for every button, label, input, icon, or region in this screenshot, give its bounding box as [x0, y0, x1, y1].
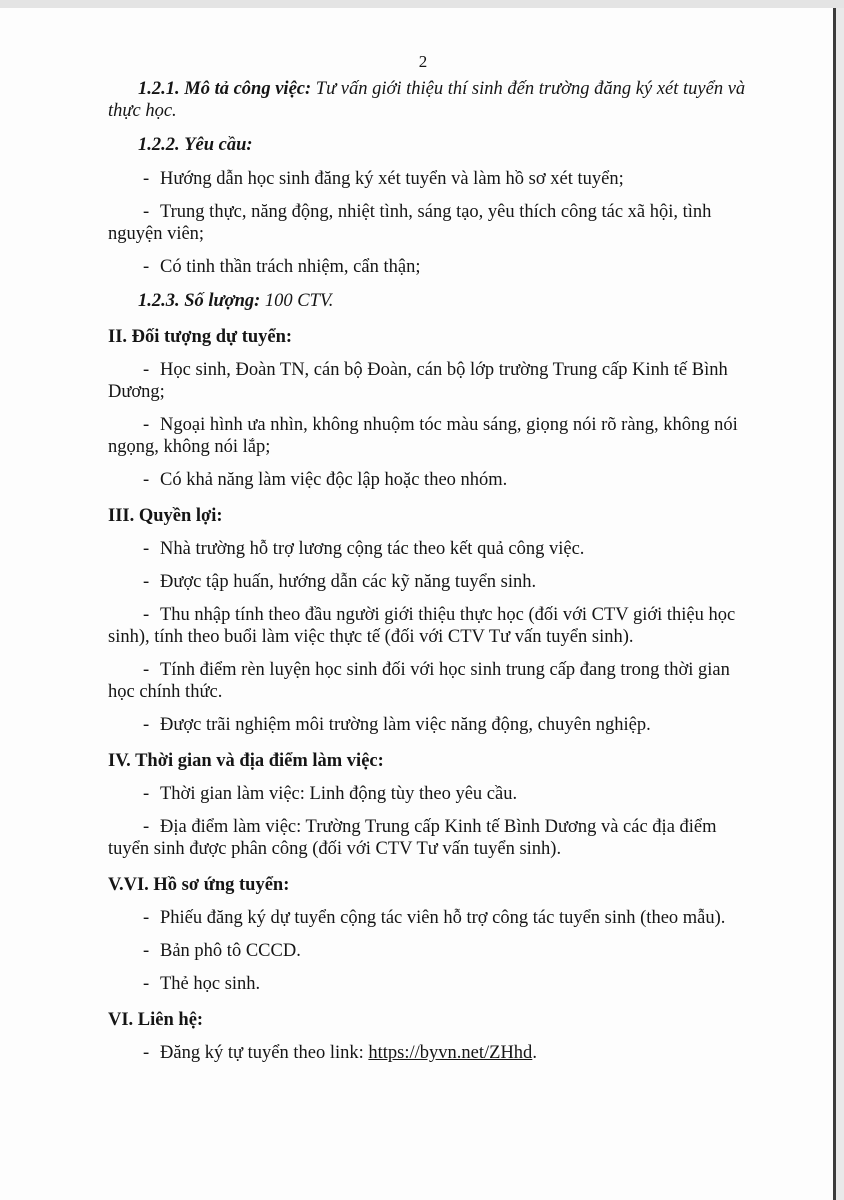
subsection-job-description — [108, 78, 748, 122]
section-heading-candidates: II. Đối tượng dự tuyển: — [108, 327, 293, 347]
subsection-quantity — [108, 290, 748, 312]
page-number: 2 — [418, 52, 428, 71]
list-item: - Được trãi nghiệm môi trường làm việc năng động, chuyên nghiệp. — [143, 715, 651, 735]
subsection-label: Mô tả công việc: — [184, 79, 312, 99]
document-body — [108, 52, 748, 1064]
list-item: - Đăng ký tự tuyển theo link: https://byvn.net/ZHhd. — [143, 1043, 537, 1063]
list-item: - Thời gian làm việc: Linh động tùy theo yêu cầu. — [143, 784, 518, 804]
list-item: - Phiếu đăng ký dự tuyển cộng tác viên hỗ trợ công tác tuyển sinh (theo mẫu). — [143, 908, 726, 928]
list-item: - Ngoại hình ưa nhìn, không nhuộm tóc màu sáng, giọng nói rõ ràng, không nói ngọng, không nói lắp; — [108, 415, 738, 457]
list-item: - Thẻ học sinh. — [143, 974, 261, 994]
list-item: - Hướng dẫn học sinh đăng ký xét tuyển và làm hồ sơ xét tuyển; — [143, 169, 624, 189]
subsection-number: 1.2.3. — [138, 291, 180, 311]
subsection-number: 1.2.1. — [138, 79, 180, 99]
scan-top-margin — [0, 0, 844, 8]
subsection-label: Yêu cầu: — [184, 135, 253, 155]
subsection-text: 100 CTV. — [264, 291, 334, 311]
scan-edge-line — [833, 8, 836, 1200]
registration-link[interactable]: https://byvn.net/ZHhd — [368, 1043, 533, 1063]
section-heading-application: V.VI. Hồ sơ ứng tuyển: — [108, 875, 290, 895]
section-heading-benefits: III. Quyền lợi: — [108, 506, 223, 526]
list-item: - Được tập huấn, hướng dẫn các kỹ năng tuyển sinh. — [143, 572, 537, 592]
list-item: - Trung thực, năng động, nhiệt tình, sáng tạo, yêu thích công tác xã hội, tình nguyện viên; — [108, 202, 712, 244]
list-item: - Địa điểm làm việc: Trường Trung cấp Kinh tế Bình Dương và các địa điểm tuyển sinh được phân công (đối với CTV Tư vấn tuyển sinh). — [108, 817, 717, 859]
list-item: - Học sinh, Đoàn TN, cán bộ Đoàn, cán bộ lớp trường Trung cấp Kinh tế Bình Dương; — [108, 360, 728, 402]
list-item: - Tính điểm rèn luyện học sinh đối với học sinh trung cấp đang trong thời gian học chính thức. — [108, 660, 730, 702]
list-item: - Nhà trường hỗ trợ lương cộng tác theo kết quả công việc. — [143, 539, 585, 559]
subsection-text: Tư vấn giới thiệu thí sinh đến trường đăng ký xét tuyển và thực học. — [108, 79, 746, 121]
section-heading-contact: VI. Liên hệ: — [108, 1010, 204, 1030]
subsection-number: 1.2.2. — [138, 135, 180, 155]
list-item: - Thu nhập tính theo đầu người giới thiệu thực học (đối với CTV giới thiệu học sinh), tính theo buổi làm việc thực tế (đối với CTV Tư vấn tuyển sinh). — [108, 605, 736, 647]
list-item: - Bản phô tô CCCD. — [143, 941, 301, 961]
list-item: - Có tinh thần trách nhiệm, cẩn thận; — [143, 257, 421, 277]
subsection-requirements — [108, 134, 748, 156]
section-heading-time-place: IV. Thời gian và địa điểm làm việc: — [108, 751, 384, 771]
list-item: - Có khả năng làm việc độc lập hoặc theo nhóm. — [143, 470, 508, 490]
subsection-label: Số lượng: — [184, 291, 261, 311]
document-page — [0, 8, 833, 1200]
